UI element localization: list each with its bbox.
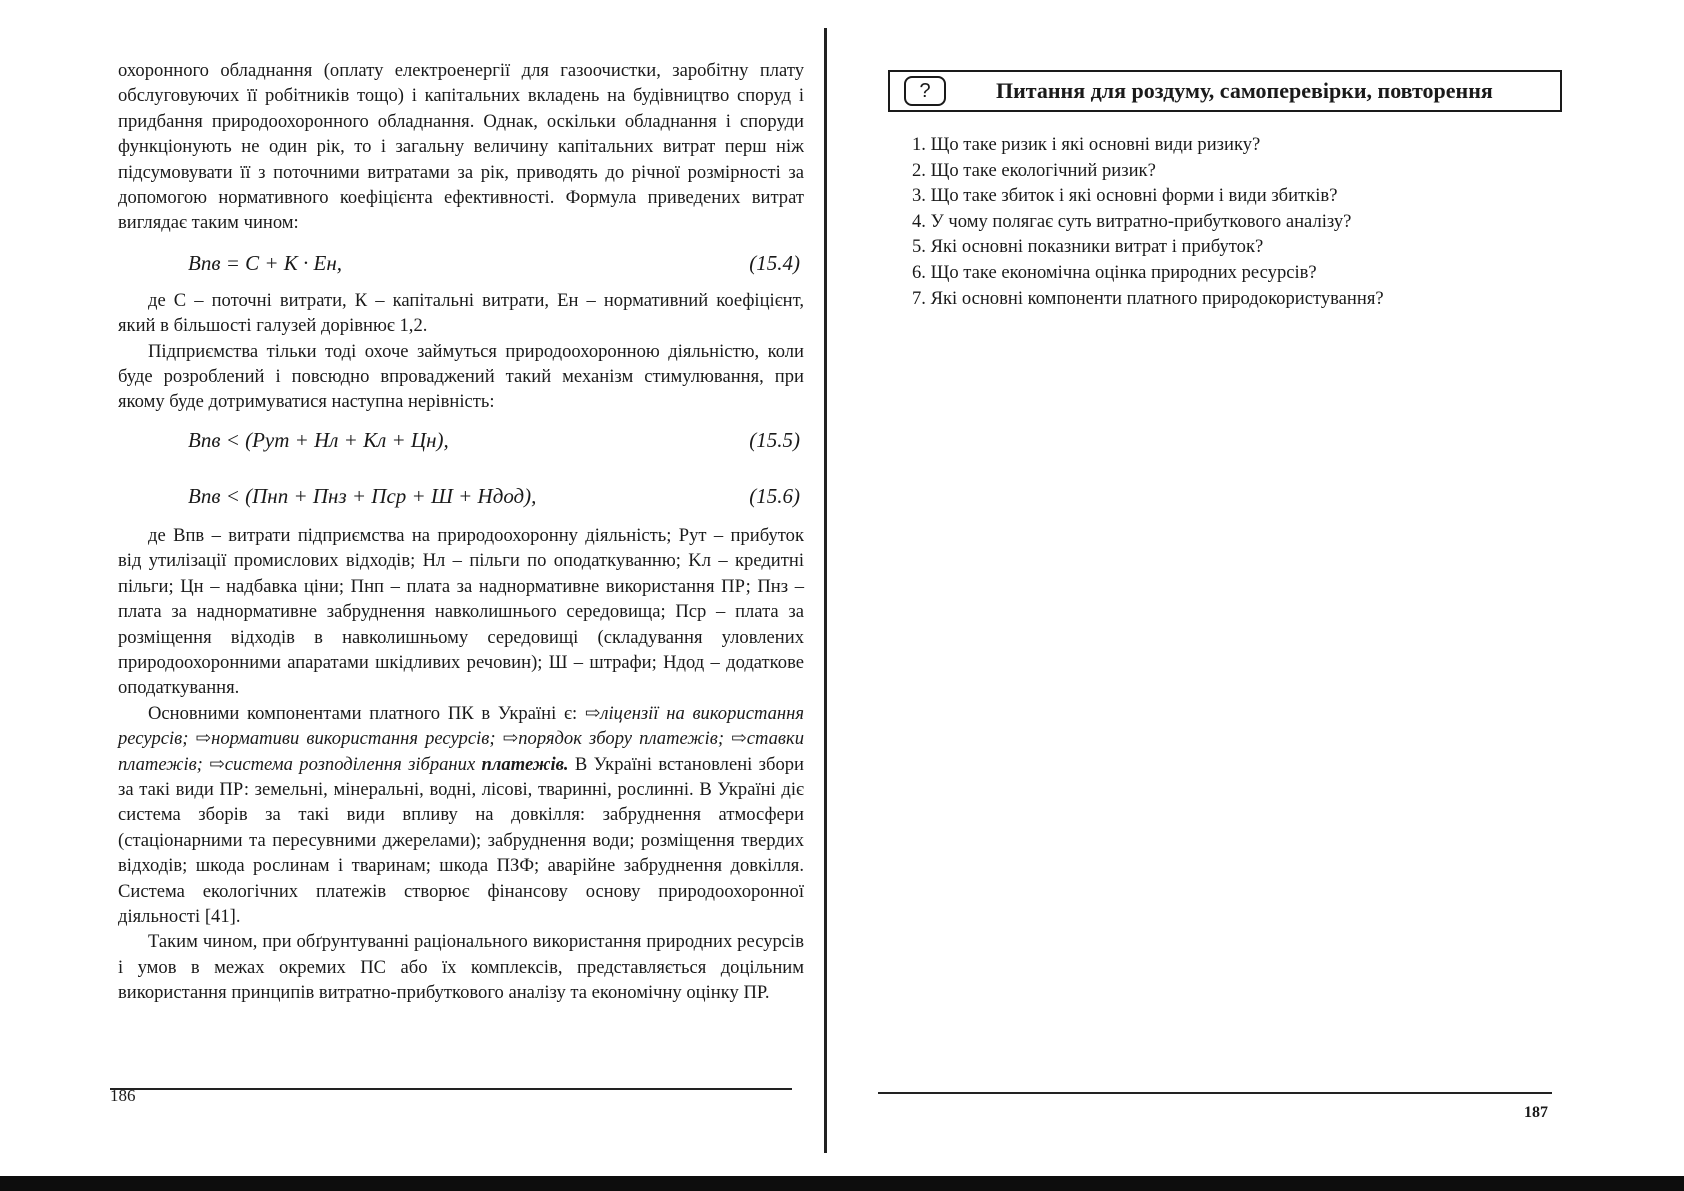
- question-item: 4. У чому полягає суть витратно-прибуткового аналізу?: [912, 210, 1352, 232]
- right-page: [888, 70, 1560, 311]
- components-last: платежів.: [481, 753, 569, 775]
- question-item: 1. Що таке ризик і які основні види ризику?: [912, 134, 1261, 155]
- paragraph-where: де С – поточні витрати, К – капітальні витрати, Eн – нормативний коефіцієнт, який в більшості галузей дорівнює 1,2.: [118, 289, 804, 337]
- question-item: 3. Що таке збиток і які основні форми і види збитків?: [912, 185, 1338, 207]
- formula-number: (15.5): [749, 428, 800, 453]
- questions-list: [912, 132, 1560, 311]
- question-item: 7. Які основні компоненти платного природокористування?: [912, 287, 1384, 309]
- question-mark-icon: ?: [904, 76, 946, 106]
- formula-15-6: [118, 477, 804, 517]
- formula-expression: Bпв < (Pут + Hл + Kл + Цн),: [188, 428, 449, 453]
- paragraph-components: [118, 701, 804, 930]
- paragraph-intro: охоронного обладнання (оплату електроенергії для газоочистки, заробітну плату обслуговуючих її робітників тощо) і капітальних вкладень на будівництво споруд і придбання природоохоронного обладнання. Однак, оскільки обладнання і споруди функціонують не один рік, то і загальну величину капітальних витрат перш ніж підсумовувати її з поточними витратами за рік, приводять до річної розмірності за допомогою нормативного коефіцієнта ефективності. Формула приведених витрат виглядає таким чином:: [118, 60, 804, 234]
- formula-15-5: [118, 421, 804, 461]
- components-list: ⇨ліцензії на використання ресурсів; ⇨нормативи використання ресурсів; ⇨порядок збору платежів; ⇨ставки платежів; ⇨система розподілення зібраних: [118, 702, 804, 775]
- left-page-number: 186: [110, 1086, 136, 1105]
- paragraph-enterprise: Підприємства тільки тоді охоче займуться природоохоронною діяльністю, коли буде розроблений і повсюдно впроваджений такий механізм стимулювання, при якому буде дотримуватися наступна нерівність:: [118, 340, 804, 413]
- right-footer-rule: [878, 1092, 1552, 1094]
- formula-number: (15.6): [749, 484, 800, 509]
- paragraph-conclusion: Таким чином, при обґрунтуванні раціонального використання природних ресурсів і умов в межах окремих ПС або їх комплексів, представляється доцільним використання принципів витратно-прибуткового аналізу та економічну оцінку ПР.: [118, 931, 804, 1004]
- question-item: 5. Які основні показники витрат і прибуток?: [912, 236, 1264, 258]
- formula-expression: Bпв < (Пнп + Пнз + Пср + Ш + Hдод),: [188, 484, 537, 509]
- question-item: 6. Що таке економічна оцінка природних ресурсів?: [912, 261, 1317, 283]
- question-item: 2. Що таке екологічний ризик?: [912, 159, 1156, 181]
- right-page-number: 187: [1524, 1104, 1548, 1121]
- components-lead: Основними компонентами платного ПК в Україні є:: [148, 702, 585, 724]
- left-footer-rule: [110, 1088, 792, 1090]
- components-rest: В Україні встановлені збори за такі види ПР: земельні, мінеральні, водні, лісові, тваринні, рослинні. В Україні діє система зборів за такі види впливу на довкілля: забруднення атмосфери (стаціонарними та пересувними джерелами); забруднення води; розміщення твердих відходів; шкода рослинам і тваринам; шкода ПЗФ; аварійне забруднення довкілля. Система екологічних платежів створює фінансову основу природоохоронної діяльності [41].: [118, 753, 804, 927]
- questions-header: [888, 70, 1562, 112]
- formula-number: (15.4): [749, 251, 800, 276]
- formula-15-4: [118, 244, 804, 284]
- scan-edge-bar: [0, 1176, 1684, 1191]
- paragraph-definitions: де Bпв – витрати підприємства на природоохоронну діяльність; Pут – прибуток від утилізації промислових відходів; Hл – пільги по оподаткуванню; Kл – кредитні пільги; Цн – надбавка ціни; Пнп – плата за наднормативне використання ПР; Пнз – плата за наднормативне забруднення навколишнього середовища; Пср – плата за розміщення відходів в навколишньому середовищі (складування уловлених природоохоронними апаратами шкідливих речовин); Ш – штрафи; Hдод – додаткове оподаткування.: [118, 524, 804, 699]
- questions-title: Питання для роздуму, самоперевірки, повторення: [996, 78, 1493, 103]
- book-gutter: [824, 28, 827, 1153]
- left-page: [118, 58, 804, 1006]
- formula-expression: Bпв = C + K · Eн,: [188, 251, 343, 276]
